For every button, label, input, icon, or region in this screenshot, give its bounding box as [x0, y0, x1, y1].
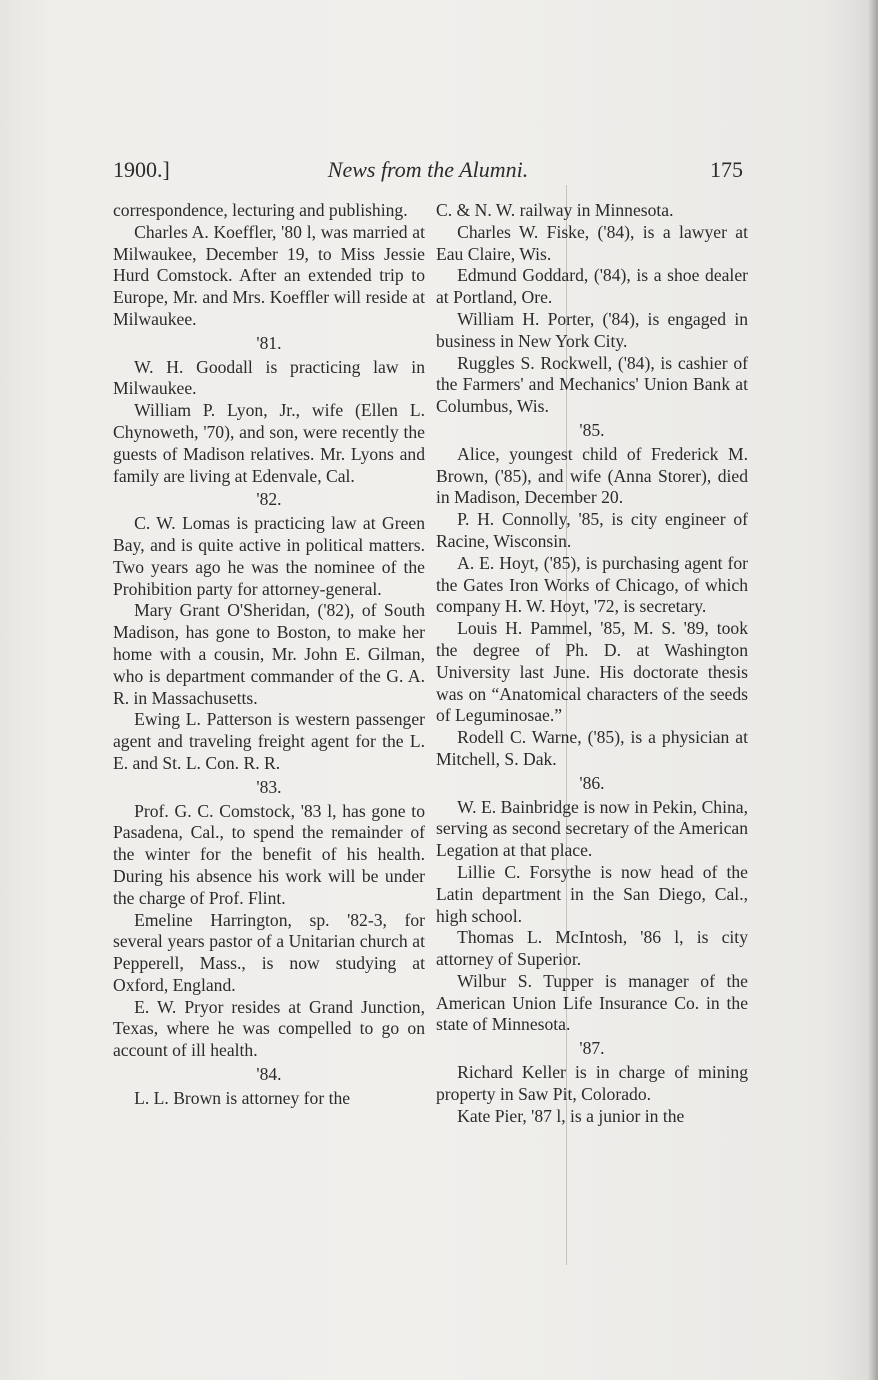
alumni-note-paragraph: Ewing L. Patterson is western passenger agent and traveling freight agent for the L. E. and St. L. Con. R. R. [113, 709, 425, 773]
page-fold-line [566, 185, 567, 1265]
alumni-note-paragraph: W. E. Bainbridge is now in Pekin, China, serving as second secretary of the American Legation at that place. [436, 796, 748, 861]
alumni-note-paragraph: Rodell C. Warne, ('85), is a physician at Mitchell, S. Dak. [436, 727, 748, 769]
alumni-note-paragraph: Richard Keller is in charge of mining property in Saw Pit, Colorado. [436, 1062, 748, 1104]
alumni-note-paragraph: Thomas L. McIntosh, '86 l, is city attorney of Superior. [436, 927, 748, 970]
class-year-heading: '87. [579, 1038, 605, 1059]
class-year-heading: '83. [256, 776, 282, 797]
alumni-note-paragraph: Kate Pier, '87 l, is a junior in the [457, 1105, 685, 1126]
class-year-heading: '82. [256, 489, 282, 510]
alumni-note-paragraph: Alice, youngest child of Frederick M. Brown, ('85), and wife (Anna Storer), died in Madison, December 20. [436, 443, 748, 508]
alumni-note-paragraph: Edmund Goddard, ('84), is a shoe dealer at Portland, Ore. [436, 265, 748, 308]
header-year: 1900.] [113, 157, 170, 182]
class-year-heading: '84. [256, 1064, 282, 1085]
alumni-note-paragraph: Mary Grant O'Sheridan, ('82), of South Madison, has gone to Boston, to make her home with a cousin, Mr. John E. Gilman, who is department commander of the G. A. R. in Massachusetts. [113, 600, 425, 708]
alumni-note-paragraph: Charles W. Fiske, ('84), is a lawyer at Eau Claire, Wis. [436, 221, 748, 264]
header-title: News from the Alumni. [327, 157, 529, 182]
alumni-note-paragraph: Ruggles S. Rockwell, ('84), is cashier of the Farmers' and Mechanics' Union Bank at Columbus, Wis. [436, 352, 748, 417]
alumni-note-paragraph: A. E. Hoyt, ('85), is purchasing agent for the Gates Iron Works of Chicago, of which company H. W. Hoyt, '72, is secretary. [436, 552, 748, 617]
right-column [436, 200, 748, 1127]
alumni-note-paragraph: William H. Porter, ('84), is engaged in business in New York City. [436, 308, 748, 351]
alumni-note-paragraph: Emeline Harrington, sp. '82-3, for several years pastor of a Unitarian church at Pepperell, Mass., is now studying at Oxford, England. [113, 909, 425, 995]
alumni-note-paragraph: Charles A. Koeffler, '80 l, was married at Milwaukee, December 19, to Miss Jessie Hurd Comstock. After an extended trip to Europe, Mr. and Mrs. Koeffler will reside at Milwaukee. [113, 221, 425, 329]
class-year-heading: '86. [579, 772, 605, 793]
alumni-note-paragraph: W. H. Goodall is practicing law in Milwaukee. [113, 356, 425, 399]
page-number: 175 [710, 157, 743, 182]
left-column [113, 200, 425, 1110]
alumni-note-paragraph: P. H. Connolly, '85, is city engineer of Racine, Wisconsin. [436, 509, 748, 551]
continued-paragraph: C. & N. W. railway in Minnesota. [436, 200, 674, 220]
alumni-note-paragraph: Lillie C. Forsythe is now head of the Latin department in the San Diego, Cal., high school. [436, 861, 748, 926]
alumni-note-paragraph: Prof. G. C. Comstock, '83 l, has gone to Pasadena, Cal., to spend the remainder of the winter for the benefit of his health. During his absence his work will be under the charge of Prof. Flint. [113, 800, 425, 908]
alumni-note-paragraph: Louis H. Pammel, '85, M. S. '89, took the degree of Ph. D. at Washington University last June. His doctorate thesis was on “Anatomical characters of the seeds of Leguminosae.” [436, 618, 748, 726]
alumni-note-paragraph: C. W. Lomas is practicing law at Green Bay, and is quite active in political matters. Two years ago he was the nominee of the Prohibition party for attorney-general. [113, 513, 425, 599]
class-year-heading: '81. [256, 332, 282, 353]
class-year-heading: '85. [579, 419, 605, 440]
page-edge-shadow [868, 0, 878, 1380]
continued-paragraph: correspondence, lecturing and publishing. [113, 200, 408, 220]
alumni-note-paragraph: E. W. Pryor resides at Grand Junction, Texas, where he was compelled to go on account of ill health. [113, 996, 425, 1061]
alumni-note-paragraph: L. L. Brown is attorney for the [134, 1087, 351, 1108]
alumni-note-paragraph: William P. Lyon, Jr., wife (Ellen L. Chynoweth, '70), and son, were recently the guests of Madison relatives. Mr. Lyons and family are living at Edenvale, Cal. [113, 400, 425, 486]
running-header [113, 157, 743, 185]
alumni-note-paragraph: Wilbur S. Tupper is manager of the American Union Life Insurance Co. in the state of Minnesota. [436, 970, 748, 1035]
